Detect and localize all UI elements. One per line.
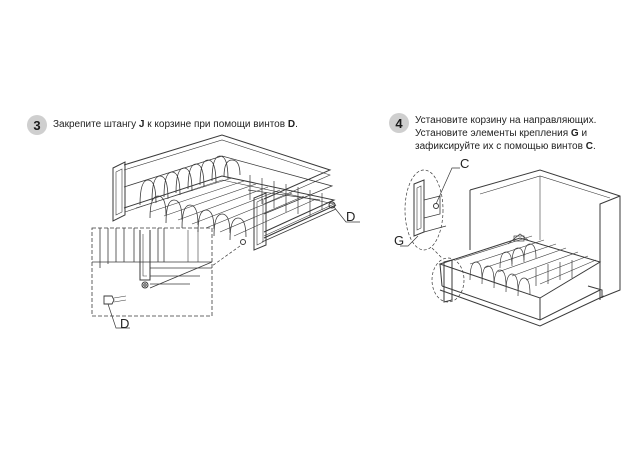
step-3-text-middle: к корзине при помощи винтов xyxy=(144,119,288,130)
step-4-line-3-prefix: зафиксируйте их с помощью винтов xyxy=(415,141,586,152)
screw-d-label: D xyxy=(287,119,296,130)
callout-c: C xyxy=(460,156,470,171)
step-4-line-1: Установите корзину на направляющих. xyxy=(415,115,597,126)
step-4-line-2-prefix: Установите элементы крепления xyxy=(415,128,571,139)
callout-g: G xyxy=(394,233,405,248)
step-3-number-badge: 3 xyxy=(27,115,47,135)
part-j-label: J xyxy=(138,119,145,130)
screw-c-label: C xyxy=(585,141,593,152)
step-3-text-end: . xyxy=(295,119,298,130)
fastener-g-label: G xyxy=(570,128,579,139)
step-4-line-3-end: . xyxy=(592,141,596,152)
step-4-line-2-end: и xyxy=(578,128,588,139)
step-4-number-badge: 4 xyxy=(389,113,409,133)
step-3-text-prefix: Закрепите штангу xyxy=(53,119,139,130)
step-3-detail-view xyxy=(92,228,212,328)
callout-d-main: D xyxy=(346,209,356,224)
callout-d-detail: D xyxy=(120,316,130,331)
step-4-cabinet-illustration xyxy=(400,168,620,326)
